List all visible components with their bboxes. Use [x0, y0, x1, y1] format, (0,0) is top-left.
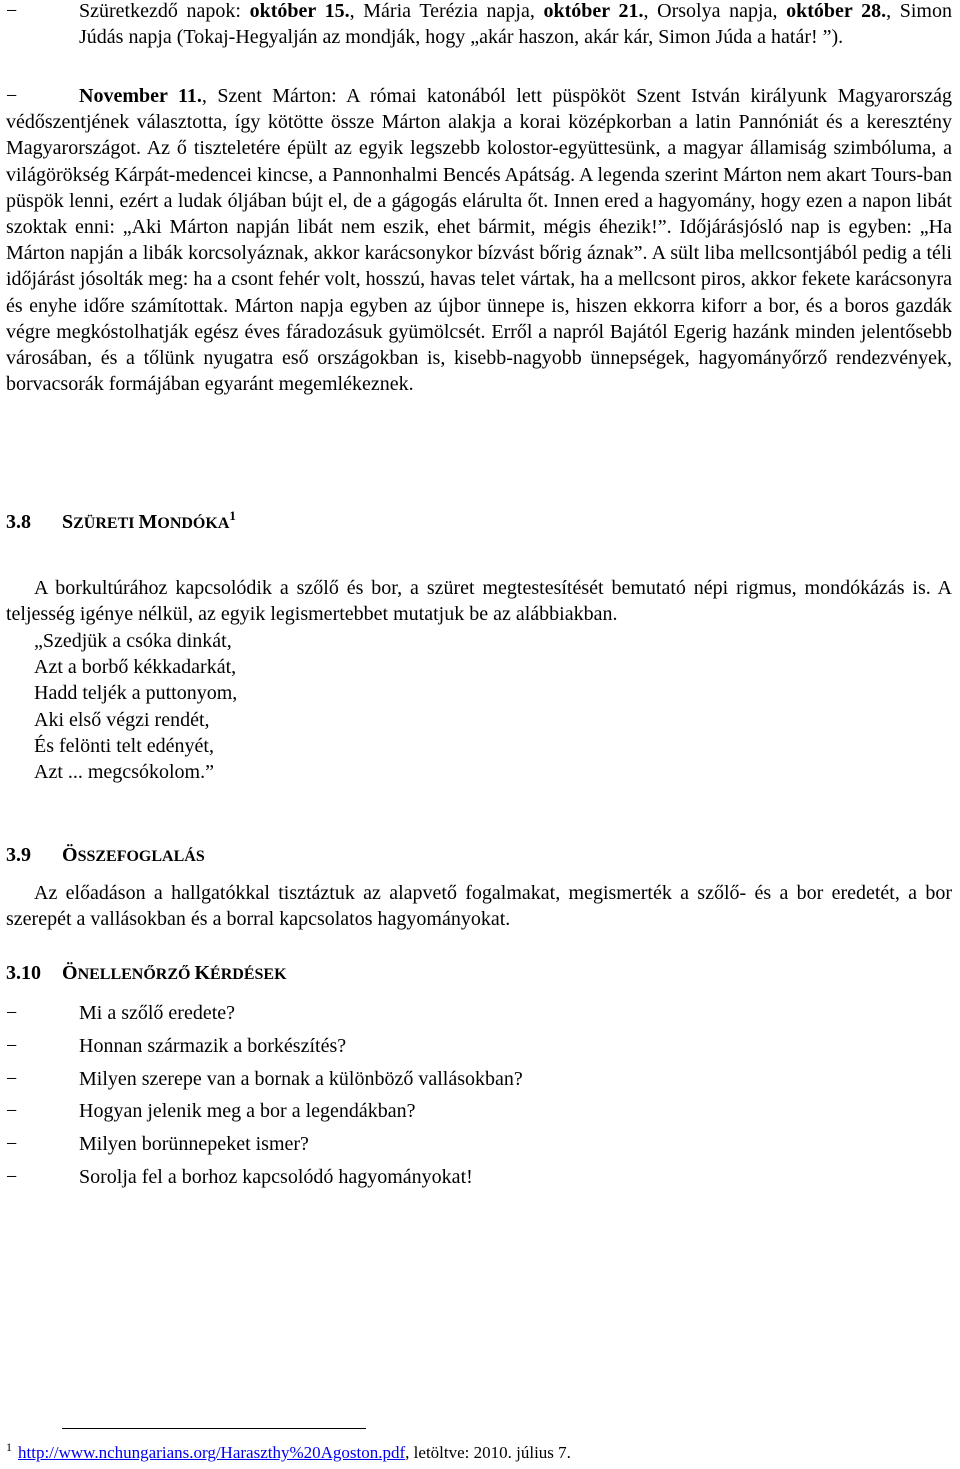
poem-line: „Szedjük a csóka dinkát, [34, 630, 232, 652]
footnote-ref: 1 [229, 508, 236, 523]
title-cap: K [194, 962, 211, 984]
oct-date-1: október 15. [249, 0, 350, 22]
dash-bullet: − [6, 85, 18, 107]
oct-date-3: október 28. [786, 0, 887, 22]
section-number: 3.10 [6, 962, 41, 984]
footnote-marker: 1 [6, 1440, 12, 1454]
oct-text-1: , Mária Terézia napja, [349, 0, 544, 22]
question-text: Sorolja fel a borhoz kapcsolódó hagyományokat! [79, 1165, 473, 1188]
title-rest: ÉRDÉSEK [210, 966, 287, 983]
poem-line: És felönti telt edényét, [34, 734, 214, 757]
section-title [62, 508, 236, 533]
footnote-link[interactable]: http://www.nchungarians.org/Haraszthy%20Agoston.pdf [18, 1443, 406, 1462]
title-rest: ONDÓKA [157, 515, 230, 532]
oct-prefix: Szüretkezdő napok: [79, 0, 250, 22]
poem-line: Azt a borbő kékkadarkát, [34, 656, 237, 679]
section-number: 3.8 [6, 511, 31, 533]
oct-date-2: október 21. [543, 0, 644, 22]
oct-text-2: , Orsolya napja, [643, 0, 787, 22]
dash-bullet: − [6, 1034, 18, 1057]
footnote-suffix: , letöltve: 2010. július 7. [405, 1443, 571, 1462]
footnote [6, 1440, 571, 1466]
dash-bullet: − [6, 1165, 18, 1188]
title-rest: NELLENŐRZŐ [77, 966, 195, 983]
section-heading-3-10 [6, 960, 287, 988]
list-item-october [6, 0, 952, 50]
dash-bullet: − [6, 1100, 18, 1123]
question-text: Hogyan jelenik meg a bor a legendákban? [79, 1100, 416, 1123]
poem-line: Azt ... megcsókolom.” [34, 760, 214, 783]
section-heading-3-8 [6, 509, 236, 537]
dash-bullet: − [6, 1067, 18, 1090]
oct-text-3: , Simon Júdás napja (Tokaj-Hegyalján az mondják, hogy „akár haszon, akár kár, Simon Júda a határ! ”). [79, 0, 952, 49]
list-item-november [6, 83, 952, 397]
dash-bullet: − [6, 1002, 18, 1024]
section-paragraph-3-9: Az előadáson a hallgatókkal tisztáztuk az alapvető fogalmakat, megismerték a szőlő- és a bor eredetét, a bor szerepét a vallásokban és a borral kapcsolatos hagyományokat. [6, 882, 952, 931]
question-text: Milyen szerepe van a bornak a különböző vallásokban? [79, 1067, 523, 1090]
section-title [62, 844, 205, 866]
section-title [62, 962, 287, 984]
section-heading-3-9 [6, 842, 205, 870]
title-cap: M [138, 511, 158, 533]
poem-line: Hadd teljék a puttonyom, [34, 682, 238, 705]
question-text: Honnan származik a borkészítés? [79, 1034, 347, 1057]
dash-bullet: − [6, 1133, 18, 1156]
question-text: Milyen borünnepeket ismer? [79, 1133, 309, 1156]
dash-bullet: − [6, 0, 18, 22]
title-cap: Ö [62, 844, 78, 866]
question-text: Mi a szőlő eredete? [79, 1002, 236, 1024]
nov-text: , Szent Márton: A római katonából lett püspököt Szent István királyunk Magyarország védőszentjének választotta, így kötötte össze Márton alakja a korai középkorban a latin Pannóniát és a keresztény Magyarországot. Az ő tiszteletére épült az egyik legszebb kolostor-együttesünk, a magyar államiság szimbóluma, a világörökség Kárpát-medencei kincse, a Pannonhalmi Bencés Apátság. A legenda szerint Márton nem akart Tours-ban püspök lenni, ezért a ludak óljában bújt el, de a gágogás elárulta őt. Innen ered a hagyomány, hogy ezen a napon libát szoktak enni: „Aki Márton napján libát nem eszik, ehet bármit, mégis éhezik!”. Időjárásjósló nap is egyben: „Ha Márton napján a libák korcsolyáznak, akkor karácsonykor bízvást bőrig áznak”. A sült liba mellcsontjából pedig a téli időjárást jósolták meg: ha a csont fehér volt, hosszú, havas telet vártak, ha a mellcsont piros, akkor fekete karácsonyra és enyhe időre számítottak. Márton napja egyben az újbor ünnepe is, hiszen ekkorra kiforr a bor, és a boros gazdák végre megkóstolhatják egész éves fáradozásuk gyümölcsét. Erről a napról Bajától Egerig hazánk minden jelentősebb városában, és a tőlünk nyugatra eső országokban is, kisebb-nagyobb ünnepségek, hagyományőrző rendezvények, borvacsorák formájában egyaránt megemlékeznek. [6, 85, 952, 396]
poem [34, 628, 237, 785]
footnote-separator [62, 1428, 366, 1429]
poem-line: Aki első végzi rendét, [34, 708, 210, 731]
title-cap: Ö [62, 962, 78, 984]
nov-date: November 11. [79, 85, 202, 107]
title-cap: S [62, 511, 74, 533]
title-rest: ZÜRETI [73, 515, 139, 532]
section-paragraph-3-8: A borkultúrához kapcsolódik a szőlő és bor, a szüret megtestesítését bemutató népi rigmus, mondókázás is. A teljesség igénye nélkül, az egyik legismertebbet mutatjuk be az alábbiakban. [6, 577, 952, 626]
section-number: 3.9 [6, 844, 31, 866]
title-rest: SSZEFOGLALÁS [77, 848, 205, 865]
